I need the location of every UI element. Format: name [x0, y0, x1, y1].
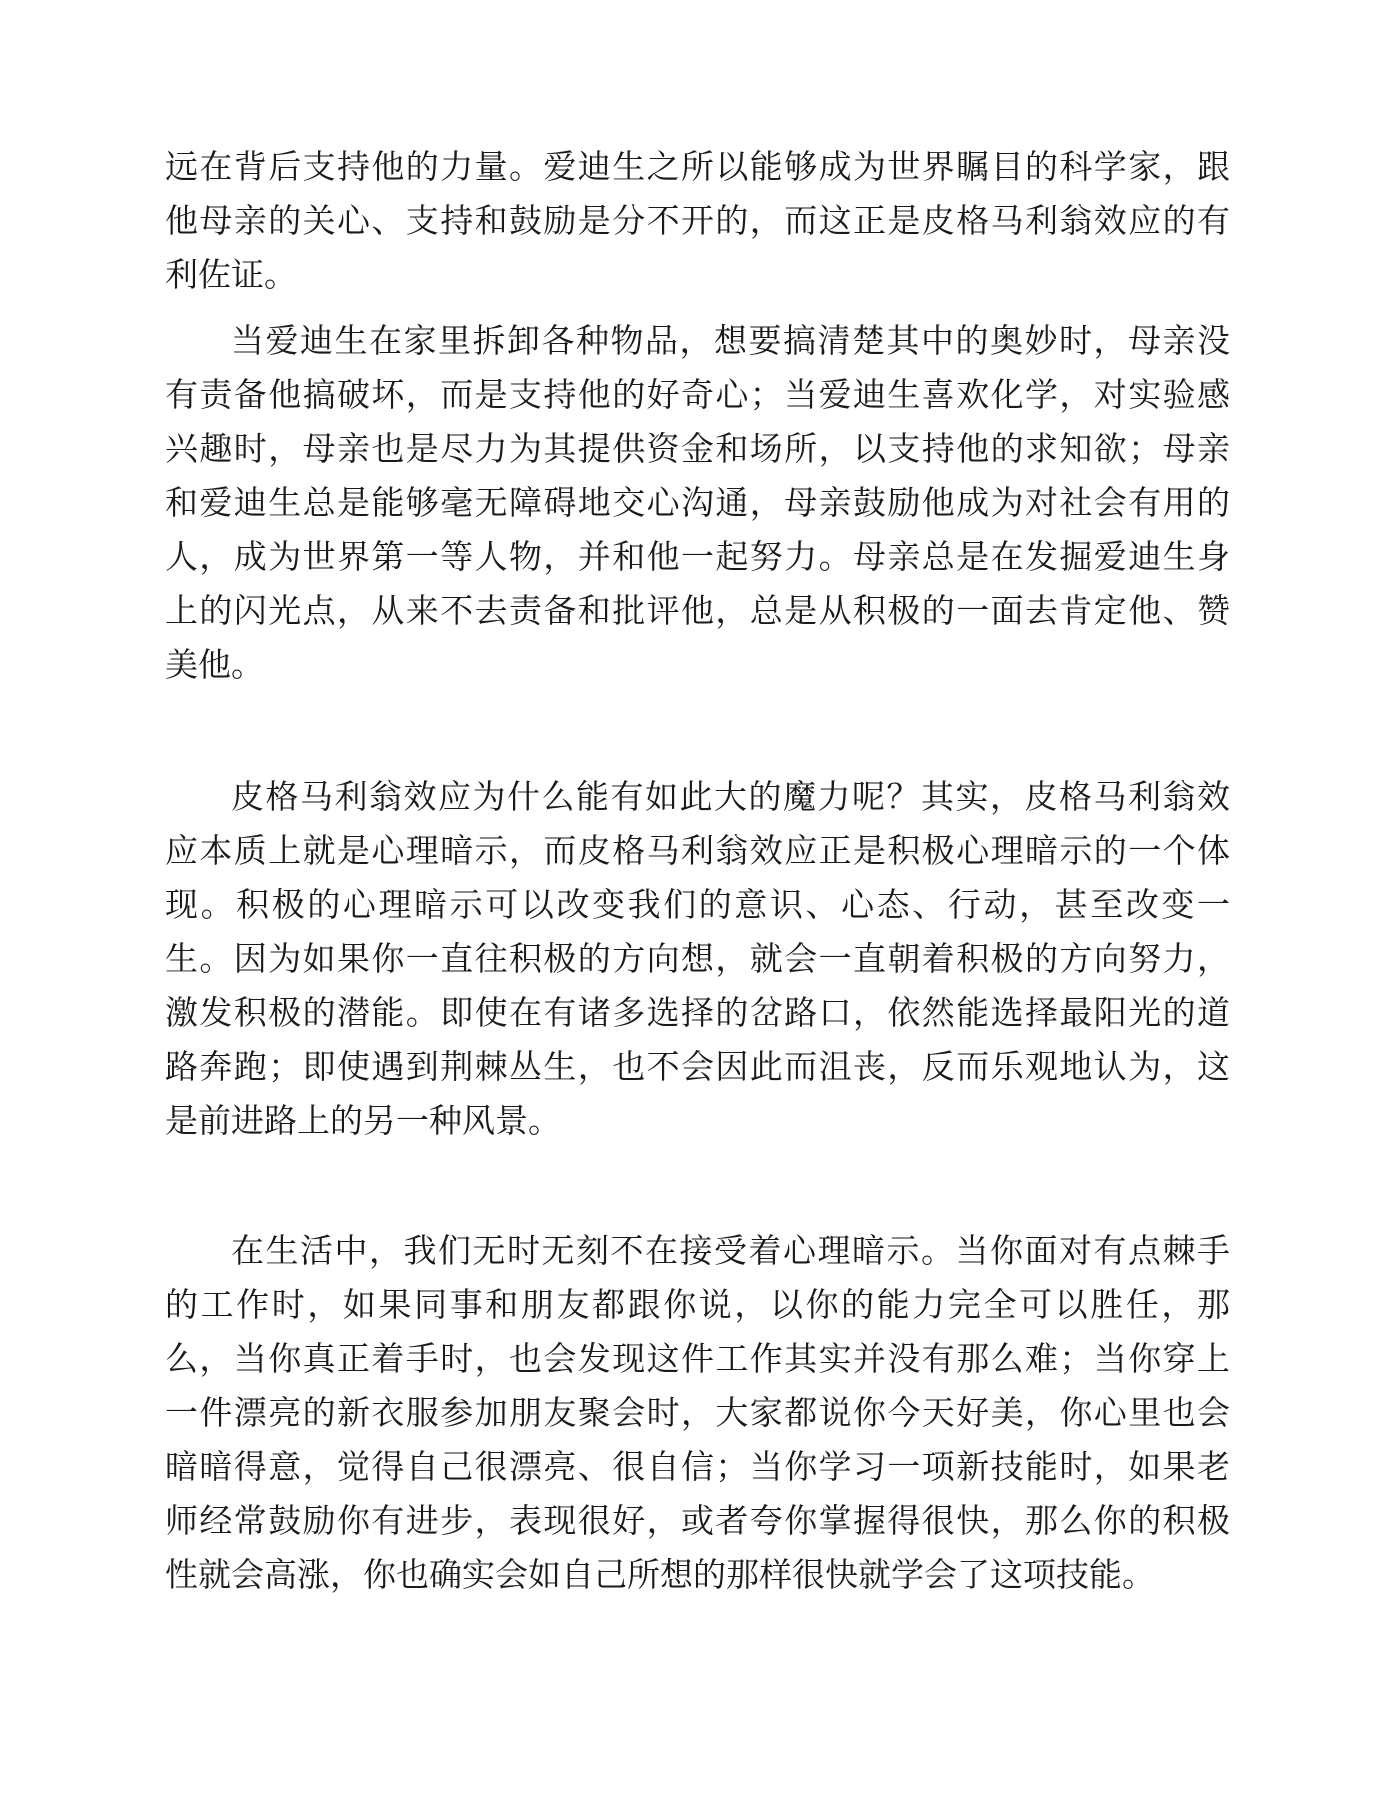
- paragraph-line: 性就会高涨，你也确实会如自己所想的那样很快就学会了这项技能。: [165, 1555, 1155, 1594]
- paragraph-line: 人，成为世界第一等人物，并和他一起努力。母亲总是在发掘爱迪生身: [165, 537, 1230, 576]
- paragraph-line: 应本质上就是心理暗示，而皮格马利翁效应正是积极心理暗示的一个体: [165, 831, 1230, 870]
- paragraph-line: 一件漂亮的新衣服参加朋友聚会时，大家都说你今天好美，你心里也会: [165, 1393, 1230, 1432]
- paragraph-line: 么，当你真正着手时，也会发现这件工作其实并没有那么难；当你穿上: [165, 1339, 1230, 1378]
- paragraph-line: 路奔跑；即使遇到荆棘丛生，也不会因此而沮丧，反而乐观地认为，这: [165, 1047, 1230, 1086]
- paragraph-line: 师经常鼓励你有进步，表现很好，或者夸你掌握得很快，那么你的积极: [165, 1501, 1230, 1540]
- paragraph-line: 是前进路上的另一种风景。: [165, 1101, 561, 1140]
- paragraph-line: 的工作时，如果同事和朋友都跟你说，以你的能力完全可以胜任，那: [165, 1285, 1230, 1324]
- paragraph-line: 远在背后支持他的力量。爱迪生之所以能够成为世界瞩目的科学家，跟: [165, 147, 1230, 186]
- paragraph-3: [165, 770, 1230, 1148]
- paragraph-line: 有责备他搞破坏，而是支持他的好奇心；当爱迪生喜欢化学，对实验感: [165, 375, 1230, 414]
- paragraph-line: 生。因为如果你一直往积极的方向想，就会一直朝着积极的方向努力，: [165, 939, 1230, 978]
- paragraph-line: 在生活中，我们无时无刻不在接受着心理暗示。当你面对有点棘手: [231, 1231, 1230, 1270]
- paragraph-line: 利佐证。: [165, 255, 297, 294]
- paragraph-line: 上的闪光点，从来不去责备和批评他，总是从积极的一面去肯定他、赞: [165, 591, 1230, 630]
- paragraph-line: 美他。: [165, 645, 264, 684]
- paragraph-2: [165, 314, 1230, 692]
- paragraph-line: 他母亲的关心、支持和鼓励是分不开的，而这正是皮格马利翁效应的有: [165, 201, 1230, 240]
- paragraph-line: 当爱迪生在家里拆卸各种物品，想要搞清楚其中的奥妙时，母亲没: [231, 321, 1230, 360]
- paragraph-line: 兴趣时，母亲也是尽力为其提供资金和场所，以支持他的求知欲；母亲: [165, 429, 1230, 468]
- paragraph-1: [165, 140, 1230, 302]
- paragraph-line: 和爱迪生总是能够毫无障碍地交心沟通，母亲鼓励他成为对社会有用的: [165, 483, 1230, 522]
- paragraph-4: [165, 1224, 1230, 1602]
- paragraph-line: 现。积极的心理暗示可以改变我们的意识、心态、行动，甚至改变一: [165, 885, 1230, 924]
- paragraph-line: 暗暗得意，觉得自己很漂亮、很自信；当你学习一项新技能时，如果老: [165, 1447, 1230, 1486]
- paragraph-line: 皮格马利翁效应为什么能有如此大的魔力呢？其实，皮格马利翁效: [231, 777, 1230, 816]
- paragraph-line: 激发积极的潜能。即使在有诸多选择的岔路口，依然能选择最阳光的道: [165, 993, 1230, 1032]
